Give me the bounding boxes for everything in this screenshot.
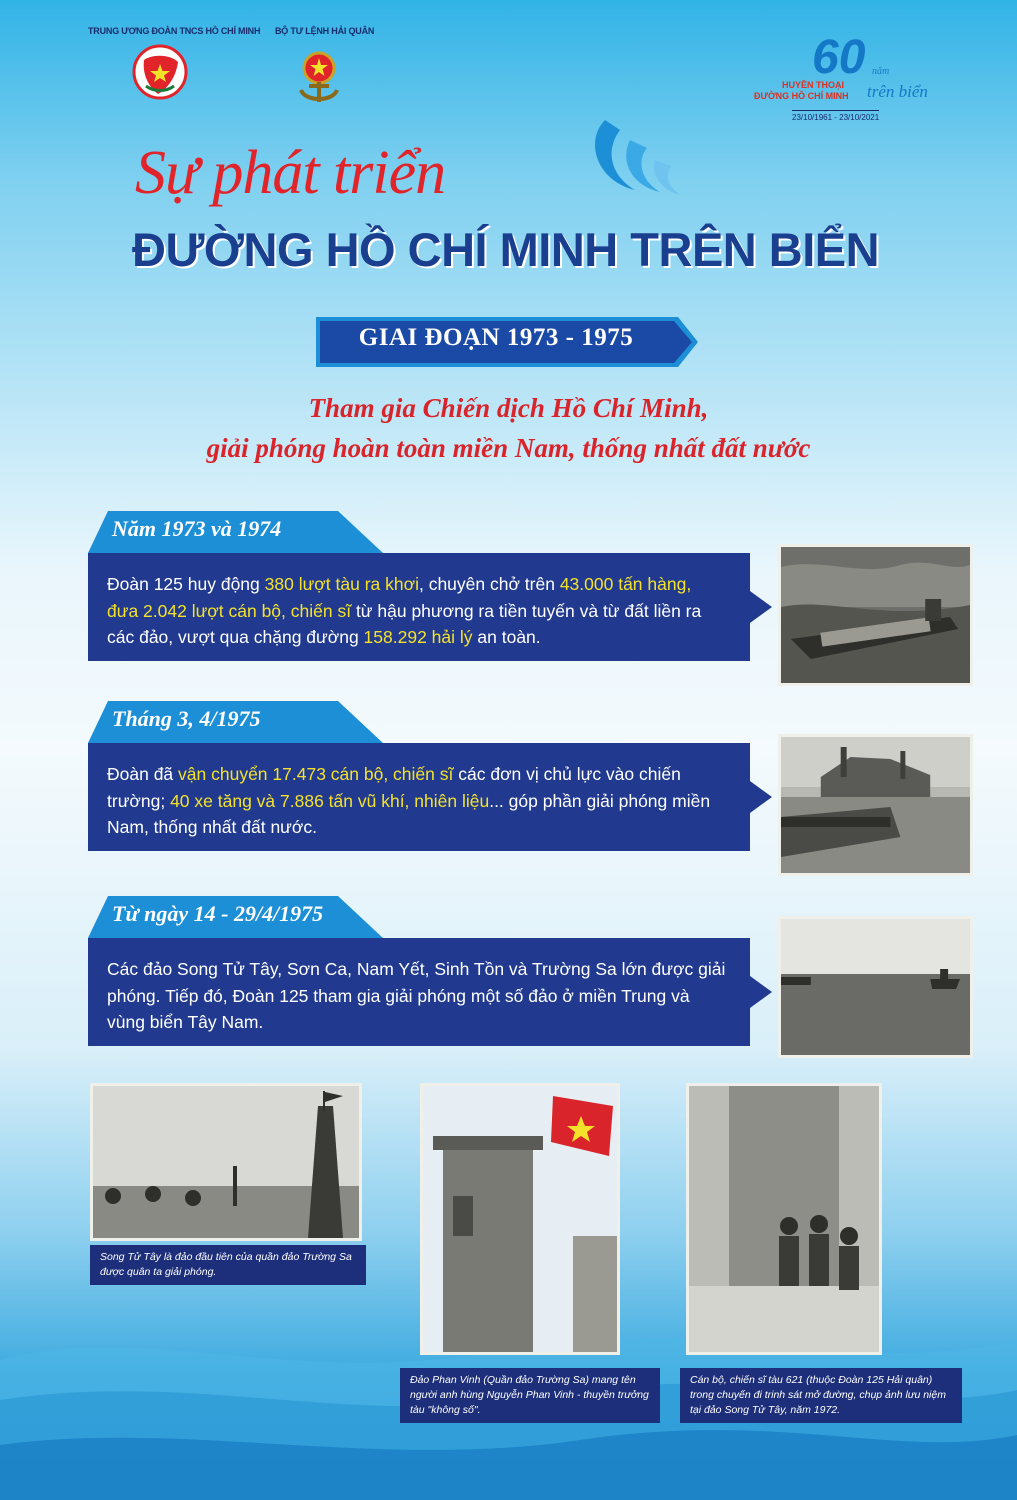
highlight-text: 43.000 tấn hàng, đưa 2.042 lượt cán bộ, chiến sĩ — [107, 574, 692, 621]
water-splash-icon — [575, 110, 685, 200]
photo-caption: Song Tử Tây là đảo đầu tiên của quần đảo Trường Sa được quân ta giải phóng. — [90, 1245, 366, 1285]
section-heading: Năm 1973 và 1974 — [112, 516, 282, 541]
text-segment: an toàn. — [472, 627, 541, 647]
photo-cargo-ship — [778, 544, 973, 686]
section-heading: Từ ngày 14 - 29/4/1975 — [112, 901, 324, 926]
subtitle-line-2: giải phóng hoàn toàn miền Nam, thống nhất đất nước — [206, 433, 811, 463]
photo-song-tu-tay — [90, 1083, 362, 1241]
org-name-youth-union: TRUNG ƯƠNG ĐOÀN TNCS HỒ CHÍ MINH — [88, 26, 261, 36]
photo-sea-ships — [778, 916, 973, 1058]
anniversary-number: 60 — [812, 31, 866, 84]
text-segment: ... góp phần giải phóng miền Nam, thống nhất đất nước. — [107, 790, 711, 837]
script-title: Sự phát triển — [135, 139, 446, 207]
photo-soldiers-group — [686, 1083, 882, 1355]
highlight-text: 40 xe tăng và 7.886 tấn vũ khí, nhiên liệu — [170, 790, 490, 811]
section-body — [88, 938, 750, 1046]
photo-caption: Đảo Phan Vinh (Quần đảo Trường Sa) mang tên người anh hùng Nguyễn Phan Vinh - thuyền trưởng tàu "không số". — [400, 1368, 660, 1423]
main-title: ĐƯỜNG HỒ CHÍ MINH TRÊN BIỂN — [132, 223, 880, 276]
highlight-text: 380 lượt tàu ra khơi — [264, 574, 419, 594]
text-segment: , chuyên chở trên — [418, 574, 560, 594]
photo-caption: Cán bộ, chiến sĩ tàu 621 (thuộc Đoàn 125 Hải quân) trong chuyến đi trinh sát mở đường, chụp ảnh lưu niệm tại đảo Song Tử Tây, năm 1972. — [680, 1368, 962, 1423]
text-segment: Đoàn 125 huy động — [107, 574, 265, 594]
org-name-navy-command: BỘ TƯ LỆNH HẢI QUÂN — [275, 26, 375, 36]
section-text: Các đảo Song Tử Tây, Sơn Ca, Nam Yết, Sinh Tồn và Trường Sa lớn được giải phóng. Tiếp đó, Đoàn 125 tham gia giải phóng một số đảo ở miền Trung và vùng biển Tây Nam. — [107, 959, 726, 1032]
anniversary-suffix: năm — [872, 66, 890, 77]
section-text — [107, 571, 727, 651]
subtitle-line-1: Tham gia Chiến dịch Hồ Chí Minh, — [308, 393, 709, 423]
anniversary-line-2: ĐƯỜNG HỒ CHÍ MINH — [754, 91, 849, 101]
section-text — [107, 761, 727, 841]
text-segment: từ hậu phương ra tiền tuyến và từ đất liền ra các đảo, vượt qua chặng đường — [107, 600, 702, 647]
anniversary-script: trên biển — [867, 82, 928, 101]
photo-phan-vinh-island — [420, 1083, 620, 1355]
anniversary-line-1: HUYỀN THOẠI — [782, 80, 845, 90]
navy-command-logo — [289, 44, 349, 106]
section-body — [88, 553, 750, 661]
highlight-text: vận chuyển 17.473 cán bộ, chiến sĩ — [178, 764, 454, 784]
anniversary-dates: 23/10/1961 - 23/10/2021 — [792, 110, 879, 122]
section-heading: Tháng 3, 4/1975 — [112, 706, 261, 731]
period-label: GIAI ĐOẠN 1973 - 1975 — [358, 324, 634, 351]
anniversary-logo — [752, 30, 947, 125]
photo-port-troops — [778, 734, 973, 876]
highlight-text: 158.292 hải lý — [363, 627, 473, 647]
youth-union-logo — [130, 42, 190, 102]
section-body — [88, 743, 750, 851]
text-segment: các đơn vị chủ lực vào chiến trường; — [107, 764, 681, 811]
text-segment: Đoàn đã — [107, 764, 179, 784]
